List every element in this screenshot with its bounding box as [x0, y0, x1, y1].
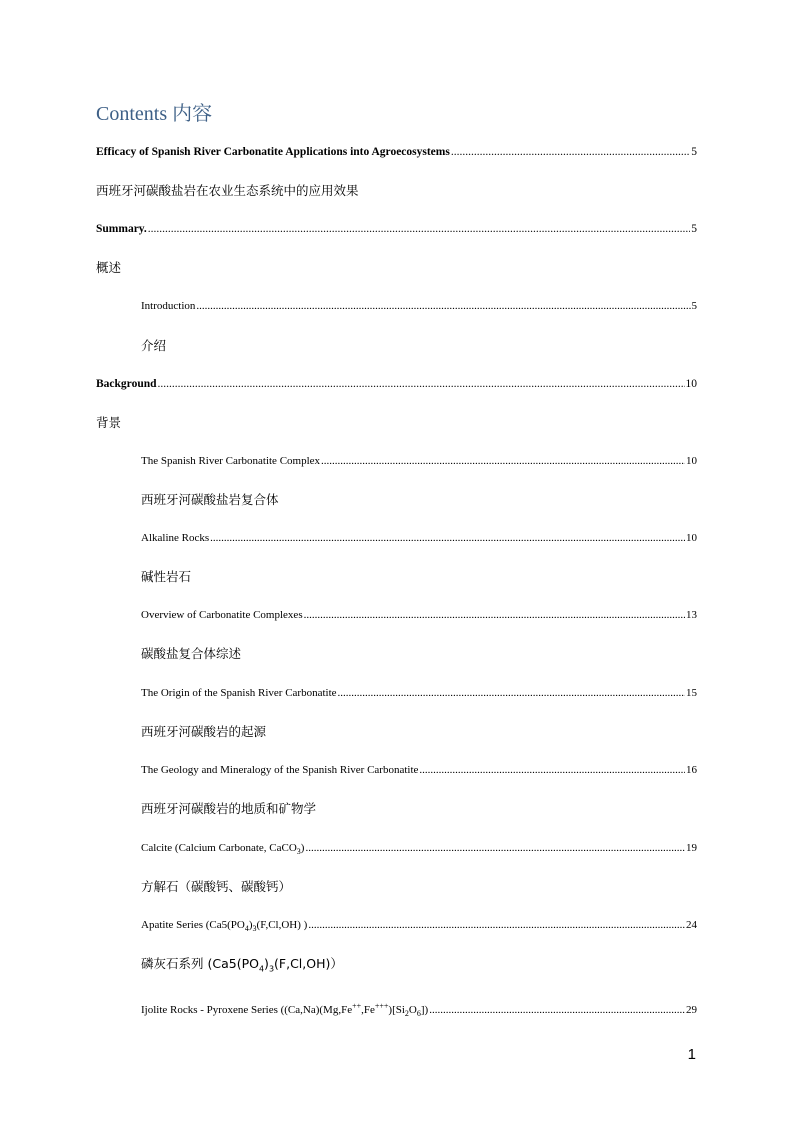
dot-leader [158, 376, 685, 392]
toc-entry-translation: 方解石（碳酸钙、碳酸钙） [141, 879, 292, 894]
toc-entry-translation: 碳酸盐复合体综述 [141, 646, 242, 661]
dot-leader [304, 607, 685, 623]
toc-entry-label: Introduction [141, 300, 196, 312]
toc-entry-label: Efficacy of Spanish River Carbonatite Applications into Agroecosystems [96, 146, 450, 158]
toc-entry-efficacy[interactable] [96, 144, 697, 160]
dot-leader [429, 1002, 685, 1018]
toc-entry-translation: 西班牙河碳酸岩的起源 [141, 724, 267, 739]
dot-leader [308, 917, 685, 933]
toc-entry-geology[interactable] [141, 762, 697, 778]
toc-page-number: 10 [686, 455, 697, 467]
page-number: 1 [687, 1046, 696, 1063]
toc-page-number: 5 [691, 223, 697, 235]
toc-entry-translation: 介绍 [141, 338, 167, 353]
page-title: Contents 内容 [96, 103, 213, 125]
toc-entry-translation: 碱性岩石 [141, 569, 192, 584]
toc-page-number: 5 [691, 300, 697, 312]
toc-entry-label: Summary. [96, 223, 147, 235]
toc-entry-translation: 背景 [96, 415, 122, 430]
toc-page-number: 16 [686, 764, 697, 776]
toc-page-number: 29 [686, 1004, 697, 1016]
dot-leader [305, 840, 685, 856]
toc-entry-background[interactable] [96, 376, 697, 392]
toc-page-number: 10 [686, 532, 697, 544]
toc-entry-apatite[interactable] [141, 917, 697, 933]
toc-entry-alkaline-rocks[interactable] [141, 530, 697, 546]
toc-page-number: 13 [686, 609, 697, 621]
toc-entry-introduction[interactable] [141, 298, 697, 314]
toc-entry-spanish-river-complex[interactable] [141, 453, 697, 469]
toc-entry-label: The Geology and Mineralogy of the Spanish River Carbonatite [141, 764, 419, 776]
toc-entry-translation: 磷灰石系列 $(Ca5(PO_4)_3(F,Cl,OH))$ [141, 956, 343, 974]
toc-entry-calcite[interactable] [141, 840, 697, 856]
toc-entry-label: Alkaline Rocks [141, 532, 210, 544]
toc-entry-label: The Origin of the Spanish River Carbonatite [141, 687, 337, 699]
dot-leader [210, 530, 685, 546]
toc-page-number: 24 [686, 919, 697, 931]
toc-page-number: 19 [686, 842, 697, 854]
toc-entry-translation: 概述 [96, 260, 122, 275]
toc-entry-translation: 西班牙河碳酸盐岩复合体 [141, 492, 279, 507]
dot-leader [196, 298, 690, 314]
toc-entry-origin[interactable] [141, 685, 697, 701]
toc-page-number: 5 [691, 146, 697, 158]
toc-entry-summary[interactable] [96, 221, 697, 237]
dot-leader [321, 453, 685, 469]
toc-entry-overview[interactable] [141, 607, 697, 623]
toc-page-number: 15 [686, 687, 697, 699]
toc-entry-translation: 西班牙河碳酸盐岩在农业生态系统中的应用效果 [96, 183, 359, 198]
dot-leader [338, 685, 685, 701]
toc-entry-ijolite[interactable] [141, 1002, 697, 1018]
toc-page-number: 10 [685, 378, 697, 390]
dot-leader [148, 221, 690, 237]
toc-entry-translation: 西班牙河碳酸岩的地质和矿物学 [141, 801, 317, 816]
toc-entry-label: Overview of Carbonatite Complexes [141, 609, 303, 621]
toc-entry-label: The Spanish River Carbonatite Complex [141, 455, 321, 467]
toc-entry-label: Ijolite Rocks - Pyroxene Series $((Ca,Na)(Mg,Fe^{++},Fe^{+++})[Si_2O_6])$ [141, 1001, 429, 1019]
toc-entry-label: Apatite Series ($Ca5(PO_4)_3(F,Cl,OH)$ ) [141, 919, 308, 934]
toc-entry-label: Calcite (Calcium Carbonate, CaCO$_3$) [141, 842, 305, 857]
toc-entry-label: Background [96, 378, 157, 390]
dot-leader [419, 762, 685, 778]
dot-leader [451, 144, 690, 160]
